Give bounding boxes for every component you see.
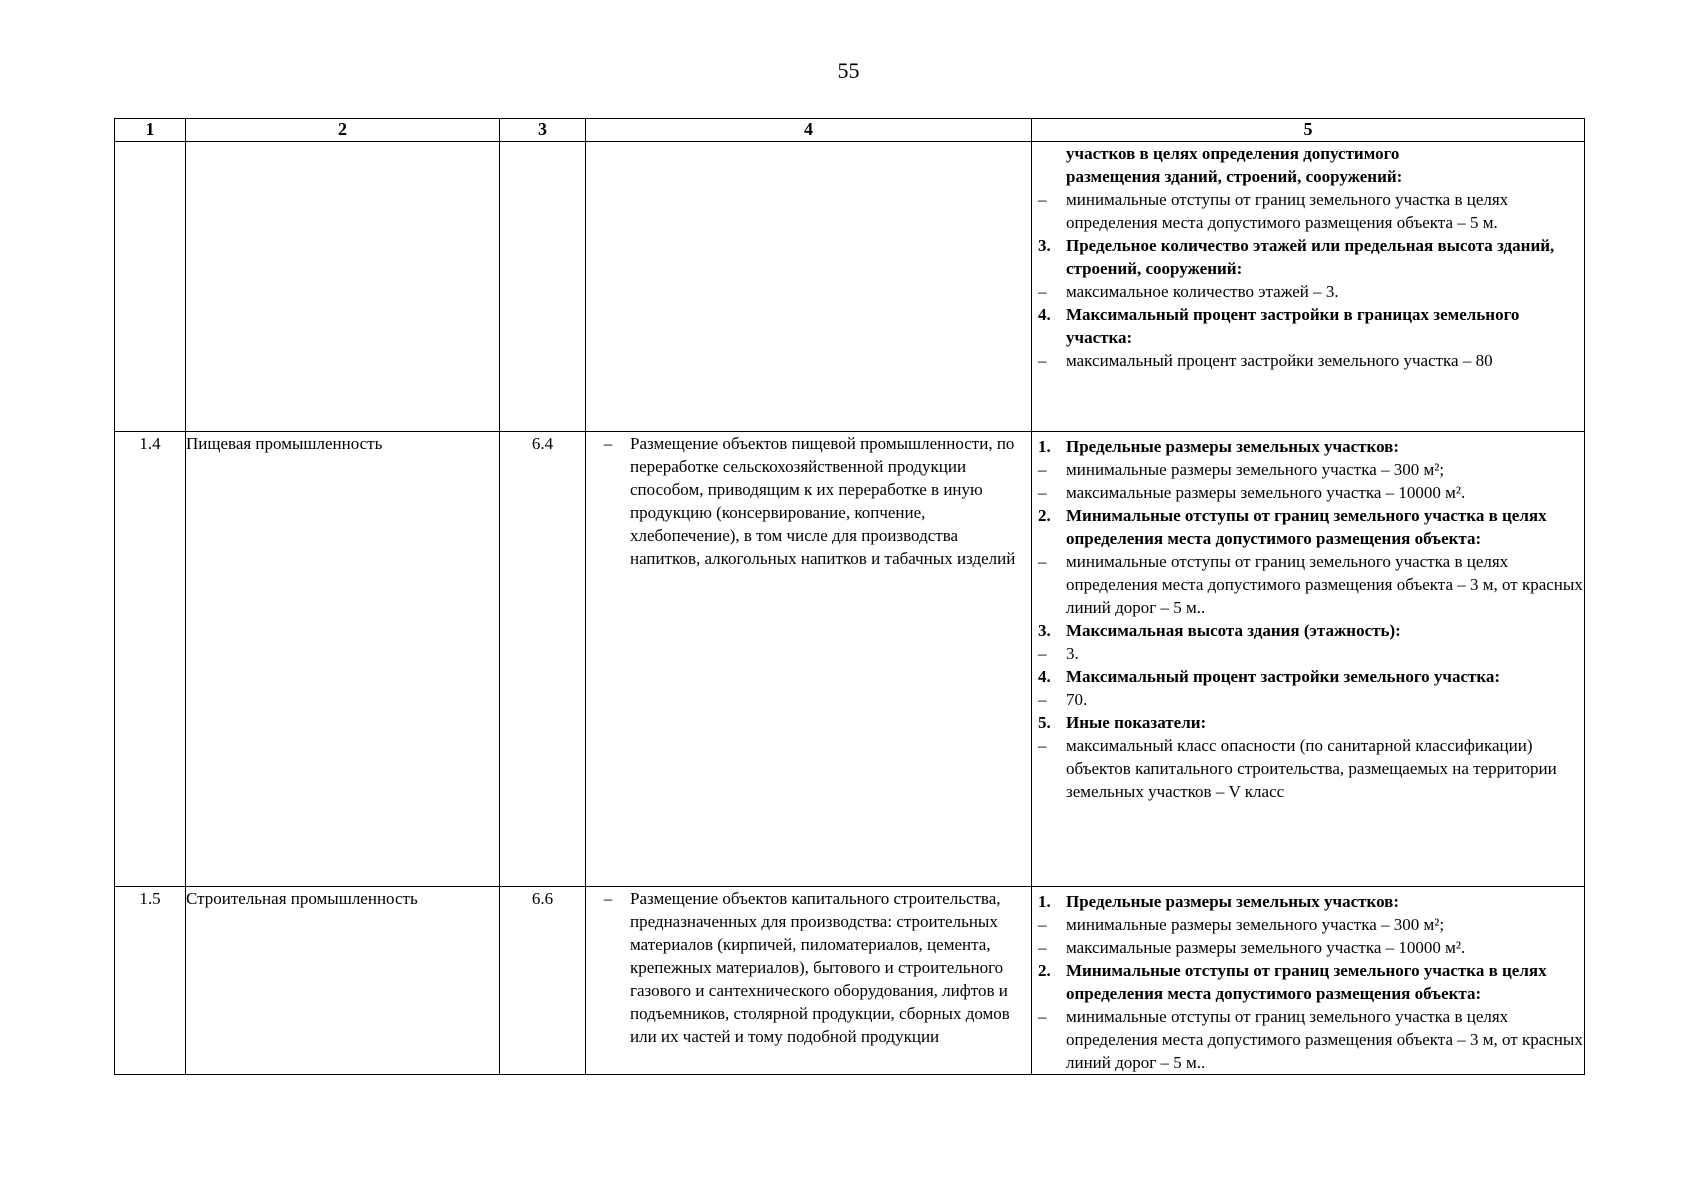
dash-marker: – (1038, 938, 1047, 957)
column-header-1: 1 (115, 119, 186, 142)
parameter-lead-line: участков в целях определения допустимого (1066, 144, 1400, 163)
cell-parameters (1032, 887, 1585, 1075)
parameter-item-text: минимальные размеры земельного участка – 300 м²; (1066, 915, 1445, 934)
parameter-item (1032, 936, 1584, 959)
parameter-heading-text: Минимальные отступы от границ земельного участка в целях определения места допустимого размещения объекта: (1066, 506, 1547, 548)
parameter-item (1032, 734, 1584, 803)
parameter-item-text: 70. (1066, 690, 1088, 709)
cell-empty (115, 142, 186, 432)
parameter-item-text: 3. (1066, 644, 1079, 663)
parameter-item (1032, 1005, 1584, 1074)
cell-parameters (1032, 142, 1585, 432)
column-header-2: 2 (186, 119, 500, 142)
dash-marker: – (1038, 190, 1047, 209)
parameter-item-text: максимальные размеры земельного участка – 10000 м². (1066, 483, 1466, 502)
use-name: Пищевая промышленность (186, 432, 500, 887)
parameter-number: 4. (1038, 667, 1051, 686)
parameter-list (1032, 890, 1584, 1074)
parameter-list (1032, 188, 1584, 372)
parameter-heading (1032, 959, 1584, 1005)
parameter-lead-line: размещения зданий, строений, сооружений: (1066, 167, 1403, 186)
table-row-1-4 (115, 432, 1585, 887)
parameter-heading-text: Предельные размеры земельных участков: (1066, 892, 1400, 911)
parameter-item-text: минимальные размеры земельного участка – 300 м²; (1066, 460, 1445, 479)
parameter-heading (1032, 890, 1584, 913)
dash-marker: – (1038, 282, 1047, 301)
dash-marker: – (1038, 1007, 1047, 1026)
use-description (586, 432, 1032, 887)
parameter-item (1032, 481, 1584, 504)
table-row-1-5 (115, 887, 1585, 1075)
parameter-heading (1032, 303, 1584, 349)
cell-empty (500, 142, 586, 432)
cell-parameters (1032, 432, 1585, 887)
use-name: Строительная промышленность (186, 887, 500, 1075)
parameter-heading (1032, 435, 1584, 458)
regulations-table (114, 118, 1585, 1075)
dash-marker: – (1038, 351, 1047, 370)
cell-empty (586, 142, 1032, 432)
parameter-item-text: максимальное количество этажей – 3. (1066, 282, 1339, 301)
parameter-number: 2. (1038, 506, 1051, 525)
parameter-item (1032, 458, 1584, 481)
column-header-4: 4 (586, 119, 1032, 142)
table-row-continuation (115, 142, 1585, 432)
parameter-item (1032, 642, 1584, 665)
parameter-number: 5. (1038, 713, 1051, 732)
parameter-number: 1. (1038, 892, 1051, 911)
parameter-item-text: минимальные отступы от границ земельного участка в целях определения места допустимого размещения объекта – 3 м, от красных линий дорог – 5 м.. (1066, 552, 1583, 617)
parameter-heading (1032, 665, 1584, 688)
parameter-heading-text: Максимальная высота здания (этажность): (1066, 621, 1401, 640)
parameter-item-text: минимальные отступы от границ земельного участка в целях определения места допустимого размещения объекта – 3 м, от красных линий дорог – 5 м.. (1066, 1007, 1583, 1072)
page-number: 55 (837, 58, 860, 83)
column-header-3: 3 (500, 119, 586, 142)
dash-marker: – (1038, 736, 1047, 755)
dash-marker: – (1038, 915, 1047, 934)
column-header-5: 5 (1032, 119, 1585, 142)
dash-marker: – (1038, 690, 1047, 709)
parameter-item (1032, 550, 1584, 619)
parameter-item (1032, 913, 1584, 936)
parameter-item-text: максимальные размеры земельного участка – 10000 м². (1066, 938, 1466, 957)
use-description (586, 887, 1032, 1075)
parameter-item (1032, 688, 1584, 711)
parameter-heading-text: Максимальный процент застройки земельного участка: (1066, 667, 1501, 686)
parameter-item-text: минимальные отступы от границ земельного участка в целях определения места допустимого размещения объекта – 5 м. (1066, 190, 1509, 232)
row-number: 1.4 (115, 432, 186, 887)
description-text: Размещение объектов пищевой промышленности, по переработке сельскохозяйственной продукции способом, приводящим к их переработке в иную продукцию (консервирование, копчение, хлебопечение), в том числе для производства напитков, алкогольных напитков и табачных изделий (630, 434, 1016, 568)
parameter-item-text: максимальный процент застройки земельного участка – 80 (1066, 351, 1493, 370)
dash-marker: – (603, 434, 613, 453)
parameter-heading-text: Минимальные отступы от границ земельного участка в целях определения места допустимого размещения объекта: (1066, 961, 1547, 1003)
dash-marker: – (603, 889, 613, 908)
parameter-item (1032, 280, 1584, 303)
table-header-row (115, 119, 1585, 142)
dash-marker: – (1038, 460, 1047, 479)
parameter-number: 3. (1038, 236, 1051, 255)
dash-marker: – (1038, 483, 1047, 502)
parameter-item (1032, 349, 1584, 372)
use-code: 6.4 (500, 432, 586, 887)
parameter-heading-text: Максимальный процент застройки в границах земельного участка: (1066, 305, 1520, 347)
parameter-heading (1032, 619, 1584, 642)
row-number: 1.5 (115, 887, 186, 1075)
parameter-heading (1032, 234, 1584, 280)
description-text: Размещение объектов капитального строительства, предназначенных для производства: строительных материалов (кирпичей, пиломатериалов, цемента, крепежных материалов), бытового и строительного газового и сантехнического оборудования, лифтов и подъемников, столярной продукции, сборных домов или их частей и тому подобной продукции (630, 889, 1010, 1046)
dash-marker: – (1038, 644, 1047, 663)
parameter-number: 2. (1038, 961, 1051, 980)
parameter-item (1032, 188, 1584, 234)
parameter-heading-text: Предельные размеры земельных участков: (1066, 437, 1400, 456)
dash-marker: – (1038, 552, 1047, 571)
parameter-heading-text: Предельное количество этажей или предельная высота зданий, строений, сооружений: (1066, 236, 1555, 278)
parameter-heading-text: Иные показатели: (1066, 713, 1207, 732)
parameter-heading (1032, 504, 1584, 550)
parameter-item-text: максимальный класс опасности (по санитарной классификации) объектов капитального строительства, размещаемых на территории земельных участков – V класс (1066, 736, 1557, 801)
parameter-number: 3. (1038, 621, 1051, 640)
parameter-list (1032, 435, 1584, 803)
parameter-heading (1032, 711, 1584, 734)
parameter-number: 1. (1038, 437, 1051, 456)
use-code: 6.6 (500, 887, 586, 1075)
parameter-number: 4. (1038, 305, 1051, 324)
cell-empty (186, 142, 500, 432)
